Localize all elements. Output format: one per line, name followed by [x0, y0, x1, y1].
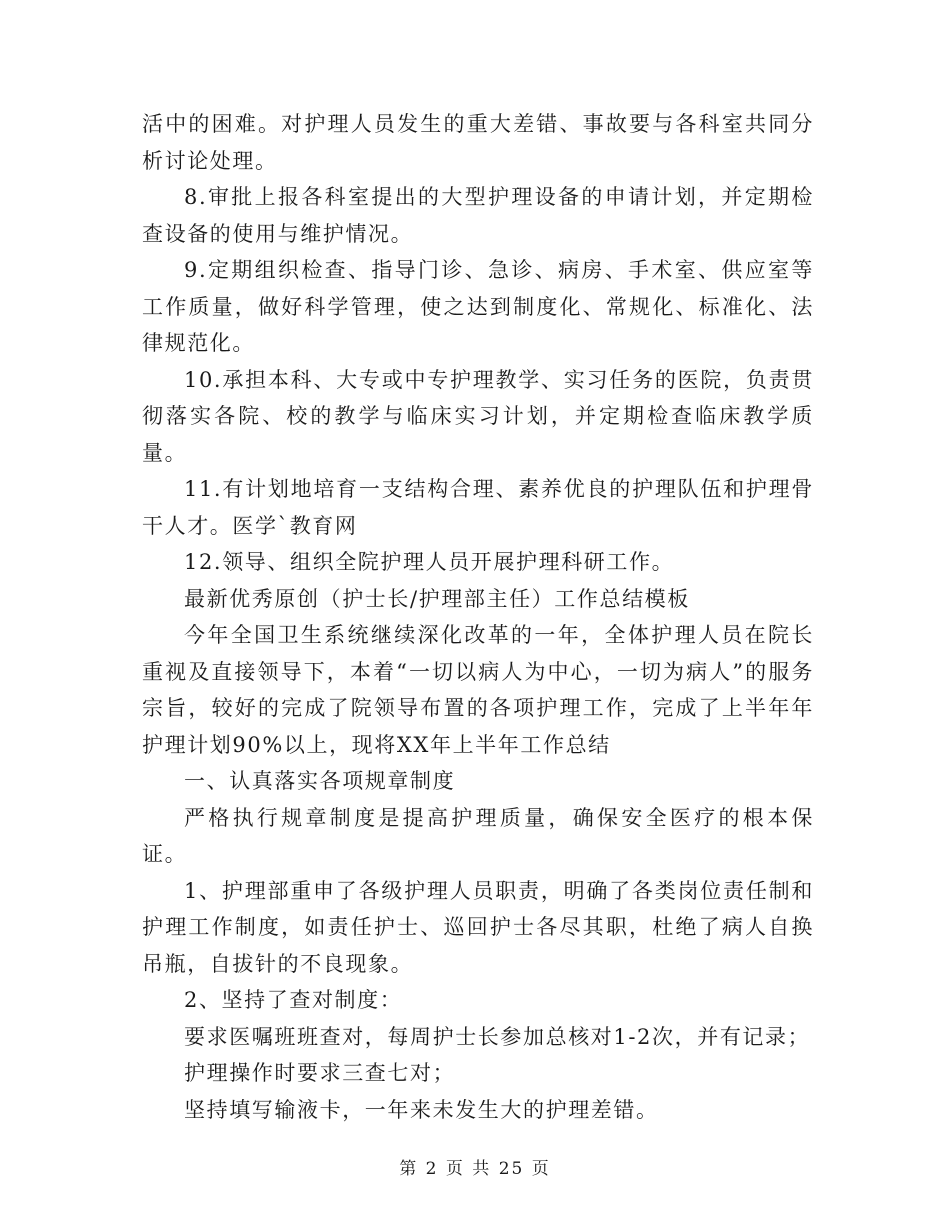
paragraph-15: 坚持填写输液卡，一年来未发生大的护理差错。 — [184, 1097, 659, 1122]
paragraph-13: 要求医嘱班班查对，每周护士长参加总核对1-2次，并有记录； — [184, 1024, 811, 1049]
paragraph-2: 8.审批上报各科室提出的大型护理设备的申请计划，并定期检查设备的使用与维护情况。 — [142, 185, 814, 246]
paragraph-4: 10.承担本科、大专或中专护理教学、实习任务的医院，负责贯彻落实各院、校的教学与临床实习计划，并定期检查临床教学质量。 — [142, 367, 814, 465]
paragraph-11: 1、护理部重申了各级护理人员职责，明确了各类岗位责任制和护理工作制度，如责任护士、巡回护士各尽其职，杜绝了病人自换吊瓶，自拔针的不良现象。 — [142, 878, 814, 976]
paragraph-14: 护理操作时要求三查七对； — [184, 1061, 456, 1085]
section-heading-template: 最新优秀原创（护士长/护理部主任）工作总结模板 — [184, 586, 690, 611]
paragraph-8: 今年全国卫生系统继续深化改革的一年，全体护理人员在院长重视及直接领导下，本着“一切以病人为中心，一切为病人”的服务宗旨，较好的完成了院领导布置的各项护理工作，完成了上半年年护理计划90%以上，现将XX年上半年工作总结 — [142, 623, 814, 757]
paragraph-6: 12.领导、组织全院护理人员开展护理科研工作。 — [184, 550, 675, 574]
paragraph-12: 2、坚持了查对制度： — [184, 988, 403, 1012]
paragraph-1: 活中的困难。对护理人员发生的重大差错、事故要与各科室共同分析讨论处理。 — [142, 112, 814, 173]
document-body — [142, 106, 814, 1128]
section-heading-1: 一、认真落实各项规章制度 — [184, 769, 456, 793]
page-number-footer: 第 2 页 共 25 页 — [399, 1159, 551, 1179]
paragraph-5: 11.有计划地培育一支结构合理、素养优良的护理队伍和护理骨干人才。医学`教育网 — [142, 477, 814, 538]
paragraph-10: 严格执行规章制度是提高护理质量，确保安全医疗的根本保证。 — [142, 805, 814, 866]
paragraph-3: 9.定期组织检查、指导门诊、急诊、病房、手术室、供应室等工作质量，做好科学管理，使之达到制度化、常规化、标准化、法律规范化。 — [142, 258, 814, 355]
